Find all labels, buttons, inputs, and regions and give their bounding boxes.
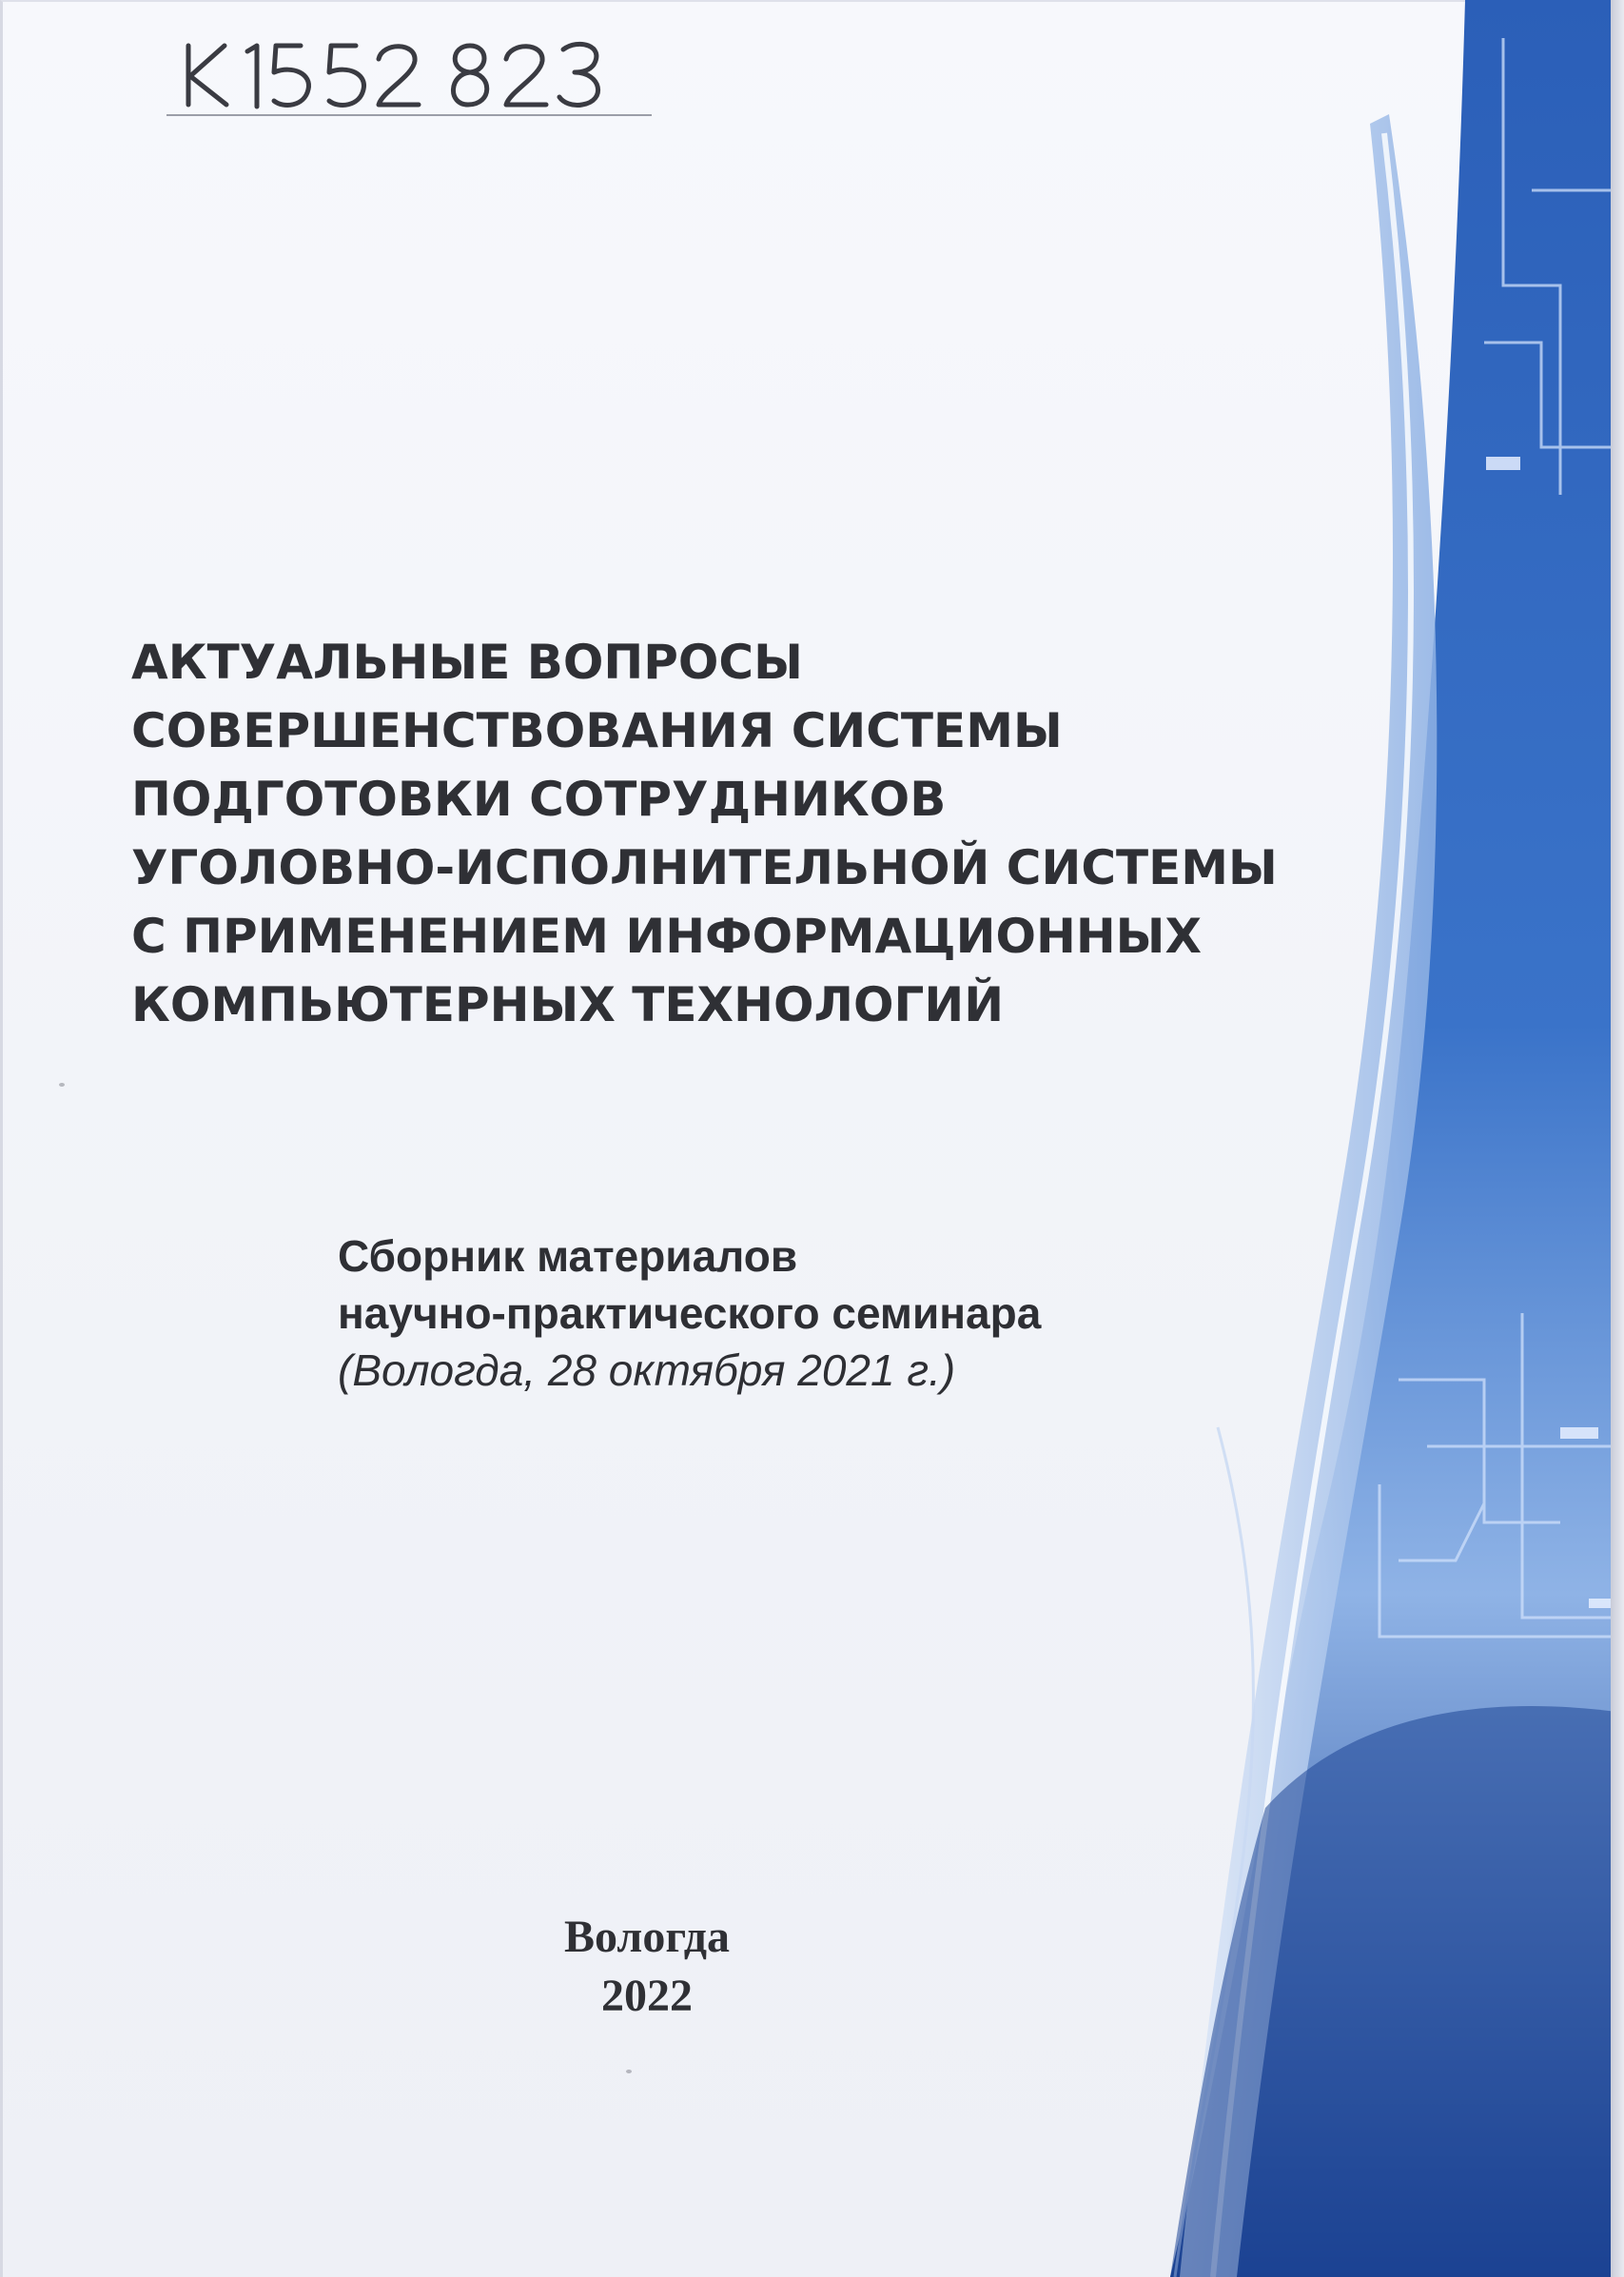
title-line-4: УГОЛОВНО-ИСПОЛНИТЕЛЬНОЙ СИСТЕМЫ	[131, 840, 1278, 895]
scan-speck	[626, 2070, 632, 2073]
title-line-6: КОМПЬЮТЕРНЫХ ТЕХНОЛОГИЙ	[131, 977, 1005, 1032]
subtitle-line-3: (Вологда, 28 октября 2021 г.)	[338, 1345, 956, 1395]
book-subtitle	[338, 1227, 1289, 1399]
handwritten-inventory-number	[179, 17, 655, 117]
title-line-1: АКТУАЛЬНЫЕ ВОПРОСЫ	[131, 635, 803, 690]
scan-speck	[59, 1083, 65, 1087]
imprint-city: Вологда	[564, 1912, 730, 1962]
title-line-3: ПОДГОТОВКИ СОТРУДНИКОВ	[131, 772, 947, 827]
imprint	[457, 1908, 837, 2026]
title-line-5: С ПРИМЕНЕНИЕМ ИНФОРМАЦИОННЫХ	[131, 909, 1203, 964]
book-title	[131, 628, 1397, 1039]
imprint-year: 2022	[601, 1971, 693, 2021]
title-line-2: СОВЕРШЕНСТВОВАНИЯ СИСТЕМЫ	[131, 703, 1063, 758]
subtitle-line-1: Сборник материалов	[338, 1231, 798, 1281]
page-edge-shadow	[1611, 0, 1624, 2277]
subtitle-line-2: научно-практического семинара	[338, 1288, 1042, 1338]
inventory-underline	[166, 114, 652, 116]
